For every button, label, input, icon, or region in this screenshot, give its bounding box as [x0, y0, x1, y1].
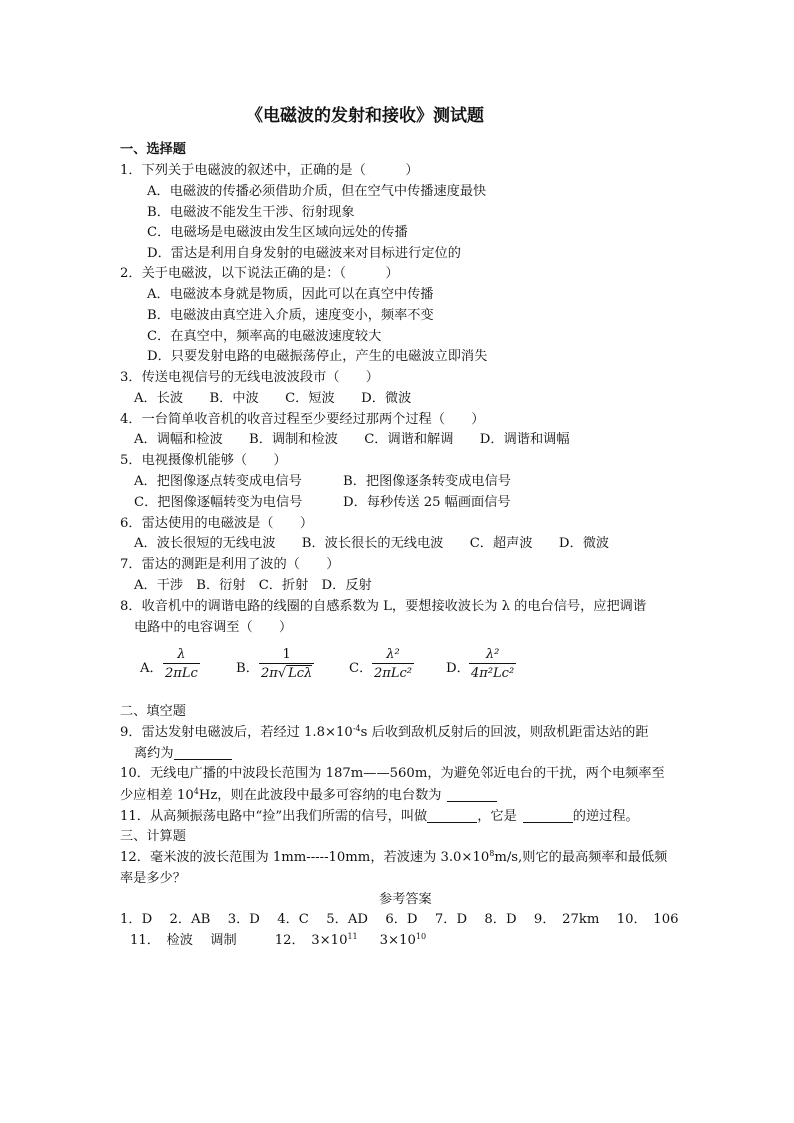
question-3-stem: 3．传送电视信号的无线电波波段市（ ） [120, 370, 379, 385]
question-4-options: A．调幅和检波 B．调制和检波 C．调谐和解调 D．调谐和调幅 [134, 432, 570, 447]
answer-12-exponent-1: 11 [347, 932, 358, 941]
question-6-stem: 6．雷达使用的电磁波是（ ） [120, 516, 314, 531]
fraction-denominator: 4π²Lc² [469, 663, 516, 680]
question-8-option-d-label: D． [446, 661, 470, 676]
question-2-option-a: A．电磁波本身就是物质，因此可以在真空中传播 [147, 287, 434, 302]
question-11-blank-2[interactable] [523, 809, 573, 823]
question-12-line-1 [120, 851, 667, 864]
question-5-stem: 5．电视摄像机能够（ ） [120, 453, 287, 468]
question-2-stem: 2．关于电磁波，以下说法正确的是：（ ） [120, 266, 399, 281]
question-10-line-1: 10．无线电广播的中波段长范围为 187m——560m，为避免邻近电台的干扰，两个电频率至 [120, 766, 665, 781]
answer-12-label: 12． 3×10 [274, 933, 348, 948]
question-2-option-c: C．在真空中，频率高的电磁波速度较大 [147, 329, 382, 344]
question-1-option-d: D．雷达是利用自身发射的电磁波来对目标进行定位的 [147, 246, 461, 261]
question-10-text-pre: 少应相差 10 [120, 787, 194, 803]
question-8-option-b-label: B． [236, 661, 259, 676]
section-heading-fill: 二、填空题 [120, 704, 186, 719]
question-3-options: A．长波 B．中波 C．短波 D．微波 [134, 391, 412, 406]
question-9-exponent: -4 [352, 724, 361, 733]
section-heading-choice: 一、选择题 [120, 142, 186, 157]
fraction-numerator: λ² [386, 647, 400, 662]
question-8-option-c-formula [372, 648, 414, 680]
question-9-text-post: s 后收到敌机反射后的回波，则敌机距雷达站的距 [360, 725, 649, 740]
question-8-option-a-label: A． [140, 661, 163, 676]
question-8-option-b-formula [259, 648, 314, 680]
answers-heading: 参考答案 [379, 892, 432, 907]
question-9-answer-blank[interactable] [174, 746, 232, 760]
question-8-option-a-formula [163, 648, 200, 680]
question-8-line-2: 电路中的电容调至（ ） [134, 620, 293, 635]
answer-12-second: 3×10 [379, 933, 416, 948]
answers-line-1: 1．D 2．AB 3．D 4．C 5．AD 6．D 7．D 8．D 9． 27km 10． 106 [120, 912, 679, 927]
question-12-text-pre: 12．毫米波的波长范围为 1mm-----10mm，若波速为 3.0×10 [120, 850, 490, 865]
question-9-text-pre: 9．雷达发射电磁波后，若经过 1.8×10 [120, 725, 353, 740]
fraction-numerator: 1 [282, 647, 291, 662]
section-heading-calc: 三、计算题 [120, 829, 186, 844]
question-12-text-post: m/s,则它的最高频率和最低频 [494, 850, 668, 865]
question-1-option-b: B．电磁波不能发生干涉、衍射现象 [147, 205, 355, 220]
question-7-stem: 7．雷达的测距是利用了波的（ ） [120, 557, 340, 572]
fraction-denominator: 2πLc² [372, 663, 414, 680]
question-5-option-b: B．把图像逐条转变成电信号 [343, 474, 511, 489]
page-title: 《电磁波的发射和接收》测试题 [246, 106, 484, 126]
question-11-text-pre: 11．从高频振荡电路中“捡”出我们所需的信号，叫做 [120, 808, 428, 824]
question-11 [120, 809, 639, 823]
denominator-prefix: 2π [261, 666, 278, 681]
question-1-option-a: A．电磁波的传播必须借助介质，但在空气中传播速度最快 [147, 184, 487, 199]
question-11-text-mid: ，它是 [477, 808, 517, 824]
question-8-option-d-formula [469, 648, 516, 680]
radicand: Lcλ [288, 666, 313, 681]
radical-sign: √ [277, 666, 287, 681]
answers-line-2 [130, 934, 426, 947]
question-12-exponent: 8 [489, 849, 495, 858]
question-5-option-a: A．把图像逐点转变成电信号 [134, 474, 302, 489]
question-7-options: A．干涉 B．衍射 C．折射 D．反射 [134, 578, 372, 593]
question-9-line-2-text: 离约为 [134, 745, 174, 761]
question-11-blank-1[interactable] [427, 809, 477, 823]
question-6-options: A．波长很短的无线电波 B．波长很长的无线电波 C．超声波 D．微波 [134, 536, 610, 551]
question-11-text-post: 的逆过程。 [572, 808, 639, 824]
answer-12-exponent-2: 10 [415, 932, 427, 941]
question-2-option-b: B．电磁波由真空进入介质，速度变小，频率不变 [147, 308, 434, 323]
question-1-option-c: C．电磁场是电磁波由发生区域向远处的传播 [147, 225, 408, 240]
fraction-numerator: λ [177, 647, 186, 662]
question-9-line-2 [134, 746, 232, 760]
question-9-line-1 [120, 726, 649, 739]
question-2-option-d: D．只要发射电路的电磁振荡停止，产生的电磁波立即消失 [147, 349, 488, 364]
question-1-stem: 1．下列关于电磁波的叙述中，正确的是（ ） [120, 163, 419, 178]
question-10-text-post: Hz，则在此波段中最多可容纳的电台数为 [198, 787, 442, 803]
question-8-line-1: 8．收音机中的调谐电路的线圈的自感系数为 L，要想接收波长为 λ 的电台信号，应把调谐 [120, 599, 647, 614]
question-5-option-c: C．把图像逐幅转变为电信号 [134, 495, 303, 510]
fraction-numerator: λ² [485, 647, 500, 662]
question-5-option-d: D．每秒传送 25 幅画面信号 [343, 495, 511, 510]
question-10-answer-blank[interactable] [447, 788, 497, 802]
question-4-stem: 4．一台简单收音机的收音过程至少要经过那两个过程（ ） [120, 412, 485, 427]
question-12-line-2: 率是多少？ [120, 871, 186, 886]
answer-11: 11． 检波 调制 [130, 933, 237, 948]
question-10-line-2 [120, 788, 497, 802]
question-8-option-c-label: C． [349, 661, 373, 676]
fraction-denominator [259, 663, 314, 680]
question-10-exponent: 4 [193, 786, 199, 796]
fraction-denominator: 2πLc [163, 663, 200, 680]
